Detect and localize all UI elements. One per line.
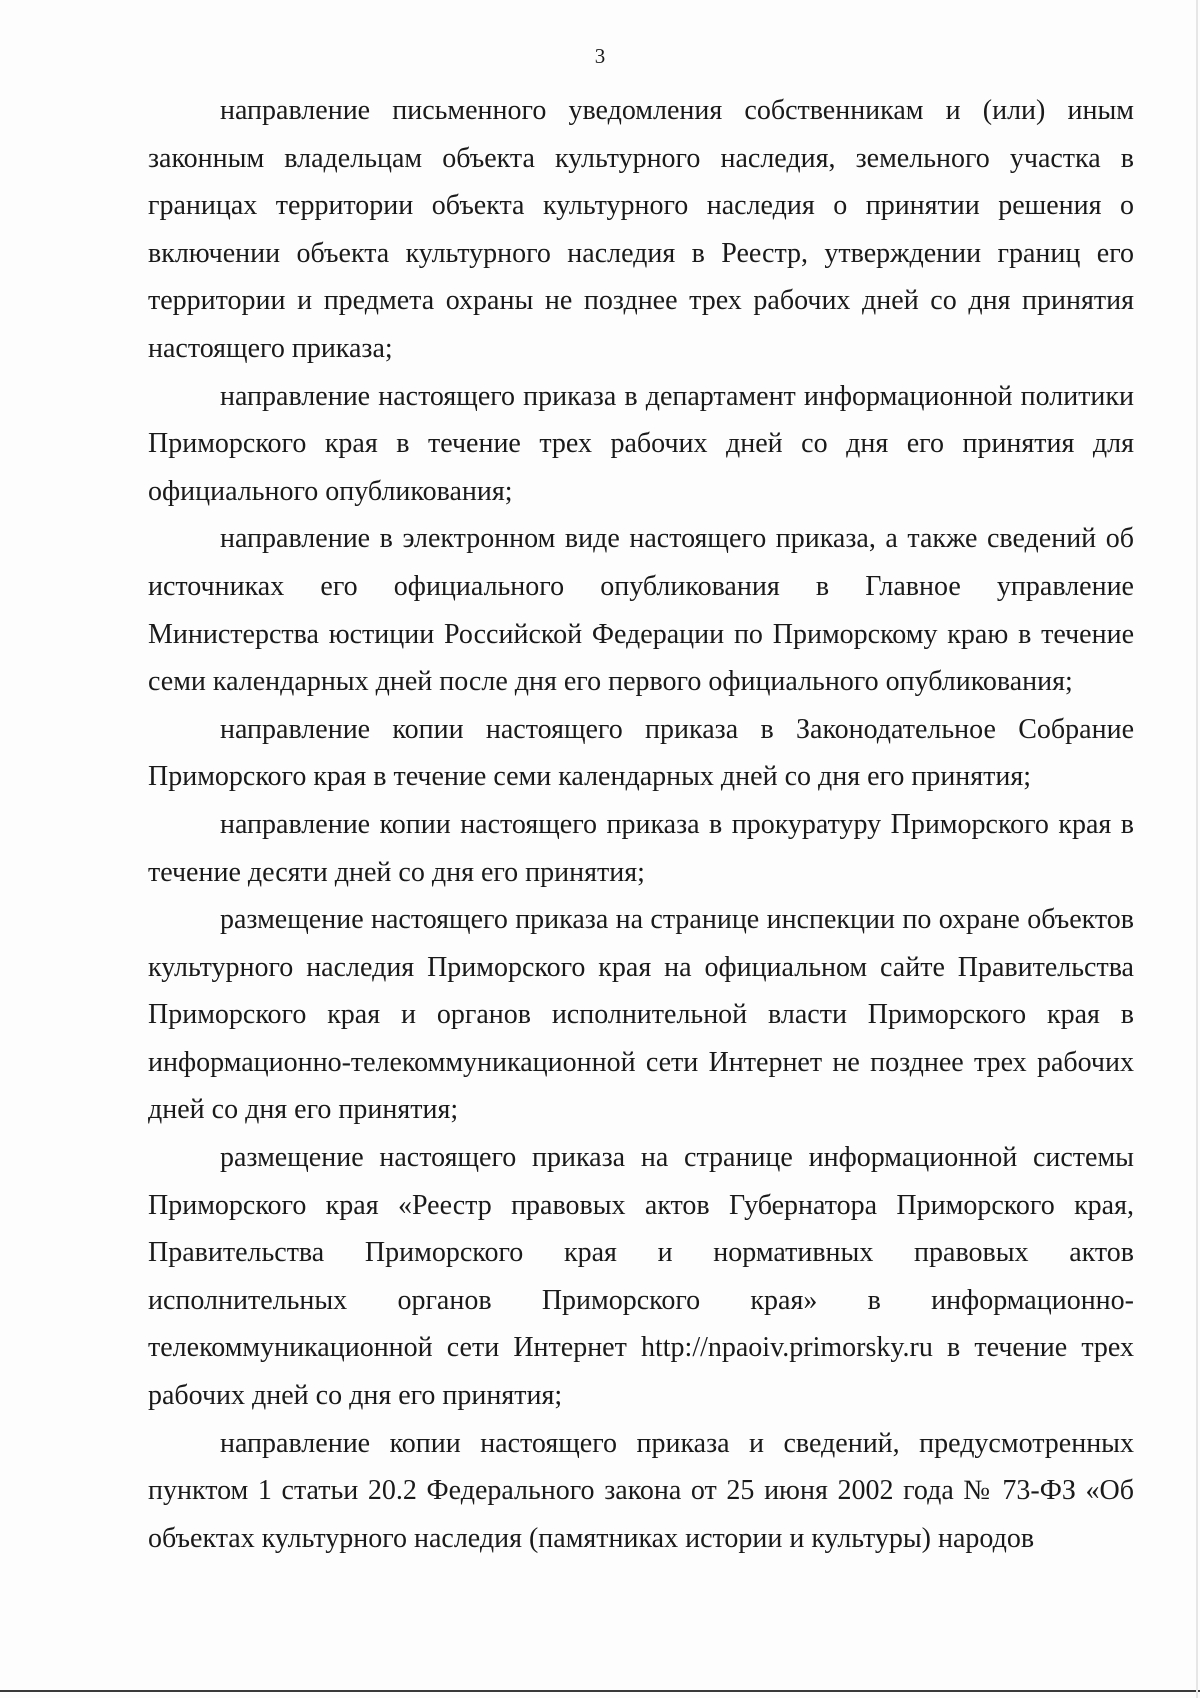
- paragraph-legislative-assembly: направление копии настоящего приказа в Законодательное Собрание Приморского края в течение семи календарных дней со дня его принятия;: [148, 713, 1134, 793]
- paragraph-ministry-of-justice: направление в электронном виде настоящего приказа, а также сведений об источниках его официального опубликования в Главное управление Министерства юстиции Российской Федерации по Приморскому краю в течение семи календарных дней после дня его первого официального опубликования;: [148, 523, 1134, 698]
- paragraph-inspection-website: размещение настоящего приказа на странице инспекции по охране объектов культурного наследия Приморского края на официальном сайте Правительства Приморского края и органов исполнительной власти Приморского края в информационно-телекоммуникационной сети Интернет не позднее трех рабочих дней со дня его принятия;: [148, 904, 1134, 1126]
- paragraph-prosecutor-office: направление копии настоящего приказа в прокуратуру Приморского края в течение десяти дней со дня его принятия;: [148, 808, 1134, 888]
- page-bottom-edge-line: [0, 1690, 1200, 1692]
- paragraph-info-policy-department: направление настоящего приказа в департамент информационной политики Приморского края в течение трех рабочих дней со дня его принятия для официального опубликования;: [148, 380, 1134, 507]
- document-body: [148, 87, 1134, 1562]
- paragraph-notification-owners: направление письменного уведомления собственникам и (или) иным законным владельцам объекта культурного наследия, земельного участка в границах территории объекта культурного наследия о принятии решения о включении объекта культурного наследия в Реестр, утверждении границ его территории и предмета охраны не позднее трех рабочих дней со дня принятия настоящего приказа;: [148, 95, 1134, 364]
- paragraph-federal-law-reference: направление копии настоящего приказа и сведений, предусмотренных пунктом 1 статьи 20.2 Федерального закона от 25 июня 2002 года № 73-ФЗ «Об объектах культурного наследия (памятниках истории и культуры) народов: [148, 1427, 1134, 1554]
- paragraph-legal-acts-registry: размещение настоящего приказа на странице информационной системы Приморского края «Реестр правовых актов Губернатора Приморского края, Правительства Приморского края и нормативных правовых актов исполнительных органов Приморского края» в информационно-телекоммуникационной сети Интернет http://npaoiv.primorsky.ru в течение трех рабочих дней со дня его принятия;: [148, 1142, 1134, 1412]
- scan-right-edge: [1196, 0, 1198, 1698]
- page-number: 3: [594, 44, 606, 68]
